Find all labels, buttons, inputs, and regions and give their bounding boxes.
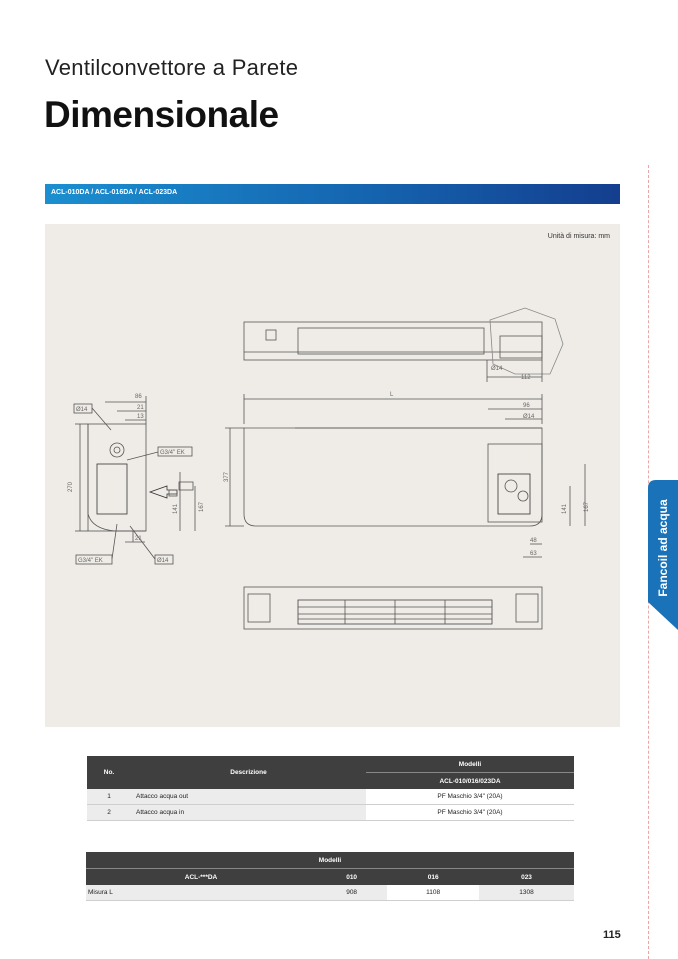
- label-112: 112: [521, 375, 531, 381]
- col-modelli: Modelli: [366, 756, 574, 773]
- dimensional-drawing: [45, 224, 620, 727]
- col-016: 016: [387, 869, 479, 886]
- label-377: 377: [224, 471, 230, 482]
- front-view-body: [244, 428, 542, 526]
- label-g34-top: G3/4" EK: [160, 450, 185, 456]
- top-view-panel: [298, 328, 484, 354]
- unit-label: Unità di misura: mm: [547, 233, 610, 240]
- label-21a: 21: [137, 405, 144, 411]
- cell-no: 2: [87, 805, 131, 821]
- models-bar-label: ACL-010DA / ACL-016DA / ACL-023DA: [51, 189, 178, 196]
- label-g34-bottom: G3/4" EK: [78, 558, 103, 564]
- col-023: 023: [479, 869, 574, 886]
- col-010: 010: [316, 869, 387, 886]
- cell-010: 908: [316, 885, 387, 901]
- label-96: 96: [523, 403, 530, 409]
- label-141-right: 141: [562, 503, 568, 514]
- side-tab: [648, 480, 678, 630]
- col-acl: ACL-***DA: [86, 869, 316, 886]
- page-title: Dimensionale: [44, 94, 279, 135]
- drawing-svg: [45, 224, 620, 727]
- top-detail-circle: [490, 308, 563, 374]
- cell-descr: Attacco acqua out: [131, 789, 366, 805]
- cell-value: PF Maschio 3/4" (20A): [366, 805, 574, 821]
- dimension-table: [86, 852, 574, 901]
- label-L: L: [390, 392, 394, 398]
- label-270: 270: [68, 481, 74, 492]
- page-subtitle: Ventilconvettore a Parete: [45, 55, 299, 80]
- table-row: [86, 885, 574, 901]
- col-no: No.: [87, 756, 131, 789]
- col-modelli: Modelli: [86, 852, 574, 869]
- label-phi14-bottom: Ø14: [157, 558, 169, 564]
- cell-023: 1308: [479, 885, 574, 901]
- label-13: 13: [137, 414, 144, 420]
- page-number: 115: [603, 929, 621, 941]
- col-model: ACL-010/016/023DA: [366, 773, 574, 790]
- cell-016: 1108: [387, 885, 479, 901]
- cell-descr: Attacco acqua in: [131, 805, 366, 821]
- label-phi14-right: Ø14: [523, 414, 535, 420]
- front-view-connector-box: [488, 444, 542, 522]
- col-descrizione: Descrizione: [131, 756, 366, 789]
- label-21b: 21: [135, 536, 142, 542]
- label-phi14-top: Ø14: [491, 366, 503, 372]
- label-167-right: 167: [584, 501, 590, 512]
- table-row: [87, 805, 574, 821]
- label-167-left: 167: [199, 501, 205, 512]
- connections-table: [87, 756, 574, 821]
- models-bar: [45, 184, 620, 204]
- bottom-view-body: [244, 587, 542, 629]
- label-63: 63: [530, 551, 537, 557]
- cell-value: PF Maschio 3/4" (20A): [366, 789, 574, 805]
- label-phi14-left: Ø14: [76, 407, 88, 413]
- cell-no: 1: [87, 789, 131, 805]
- table-row: [87, 789, 574, 805]
- side-tab-label: Fancoil ad acqua: [656, 499, 670, 597]
- label-48: 48: [530, 538, 537, 544]
- label-86: 86: [135, 394, 142, 400]
- label-141-left: 141: [173, 503, 179, 514]
- cell-label: Misura L: [86, 885, 316, 901]
